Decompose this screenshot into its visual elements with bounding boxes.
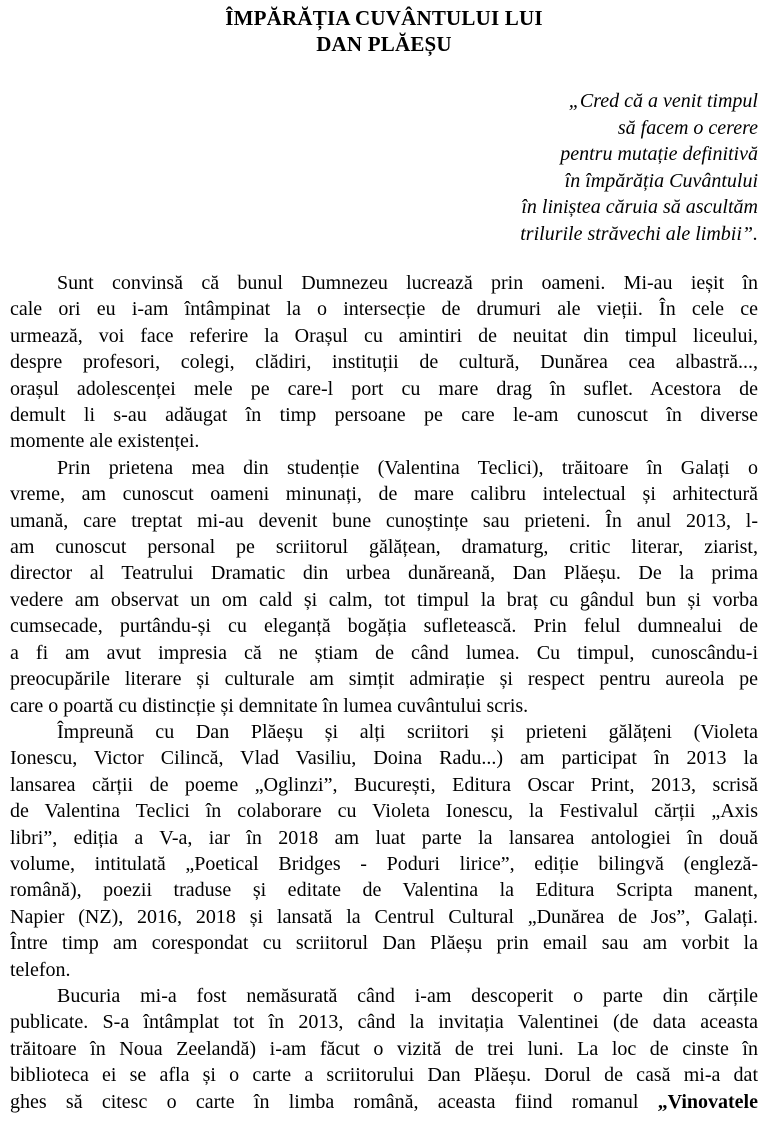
motto-line: în împărăția Cuvântului (564, 169, 758, 192)
paragraph-line-text: ghes să citesc o carte în limba română, aceasta fiind romanul (10, 1090, 658, 1113)
title-line: DAN PLĂEȘU (316, 32, 452, 56)
paragraph (10, 983, 758, 1115)
book-title: „Vinovatele (657, 1090, 758, 1113)
paragraph-line: demult li s-au adăugat în timp persoane pe care le-am cunoscut în diverse (10, 404, 758, 427)
motto-quote (10, 88, 758, 247)
paragraph (10, 270, 758, 455)
article-body (10, 270, 758, 1115)
title-line: ÎMPĂRĂȚIA CUVÂNTULUI LUI (225, 6, 543, 30)
motto-line: trilurile străvechi ale limbii”. (520, 222, 758, 245)
paragraph-line: cale ori eu i-am întâmpinat la o intersecție de drumuri ale vieții. În cele ce (10, 298, 758, 321)
paragraph-line: Bucuria mi-a fost nemăsurată când i-am descoperit o parte din cărțile (57, 984, 758, 1007)
motto-line: pentru mutație definitivă (560, 143, 758, 165)
motto-line: în liniștea căruia să ascultăm (521, 196, 758, 218)
paragraph-line: biblioteca ei se afla și o carte a scriitorului Dan Plăeșu. Dorul de casă mi-a dat (10, 1064, 758, 1087)
paragraph-line: momente ale existenței. (10, 430, 200, 453)
paragraph-line: umană, care treptat mi-au devenit bune cunoștințe sau prieteni. În anul 2013, l- (10, 509, 758, 532)
paragraph-line: română), poezii traduse și editate de Valentina la Editura Scripta manent, (10, 879, 758, 902)
paragraph-line: Sunt convinsă că bunul Dumnezeu lucrează prin oameni. Mi-au ieșit în (57, 272, 758, 294)
paragraph-line: cumsecade, purtându-și cu eleganță bogăția sufletească. Prin felul dumnealui de (10, 615, 758, 638)
paragraph-line: Prin prietena mea din studenție (Valentina Teclici), trăitoare în Galați o (57, 456, 758, 479)
article-title (10, 5, 758, 57)
paragraph-line: despre profesori, colegi, clădiri, instituții de cultură, Dunărea cea albastră..., (10, 351, 758, 374)
paragraph-line: telefon. (10, 958, 71, 981)
document-page (10, 0, 758, 1115)
paragraph (10, 455, 758, 719)
paragraph-line: urmează, voi face referire la Orașul cu amintiri de neuitat din timpul liceului, (10, 324, 758, 347)
paragraph-line: a fi am avut impresia că ne știam de când lumea. Cu timpul, cunoscându-i (10, 641, 758, 664)
paragraph-line: director al Teatrului Dramatic din urbea dunăreană, Dan Plăeșu. De la prima (10, 562, 758, 585)
paragraph-line: care o poartă cu distincție și demnitate în lumea cuvântului scris. (10, 694, 529, 717)
paragraph-line: publicate. S-a întâmplat tot în 2013, când la invitația Valentinei (de data aceasta (10, 1011, 758, 1034)
paragraph-line: Ionescu, Victor Cilincă, Vlad Vasiliu, Doina Radu...) am participat în 2013 la (10, 747, 758, 770)
paragraph-line-with-book-title (10, 1089, 758, 1115)
paragraph (10, 719, 758, 983)
paragraph-line: am cunoscut personal pe scriitorul gălățean, dramaturg, critic literar, ziarist, (10, 536, 758, 559)
paragraph-line: Napier (NZ), 2016, 2018 și lansată la Centrul Cultural „Dunărea de Jos”, Galați. (10, 905, 758, 928)
paragraph-line: vreme, am cunoscut oameni minunați, de mare calibru intelectual și arhitectură (10, 483, 758, 506)
paragraph-line: vedere am observat un om cald și calm, tot timpul la braț cu gândul bun și vorba (10, 588, 758, 611)
paragraph-line: preocupările literare și culturale am simțit admirație și respect pentru aureola pe (10, 668, 758, 691)
motto-line: să facem o cerere (617, 116, 758, 139)
motto-line: „Cred că a venit timpul (568, 90, 758, 112)
paragraph-line: volume, intitulată „Poetical Bridges - Poduri lirice”, ediție bilingvă (engleză- (10, 852, 758, 875)
paragraph-line: trăitoare în Noua Zeelandă) i-am făcut o vizită de trei luni. La loc de cinste în (10, 1037, 758, 1060)
paragraph-line: Între timp am corespondat cu scriitorul Dan Plăeșu prin email sau am vorbit la (10, 932, 758, 955)
paragraph-line: orașul adolescenței mele pe care-l port cu mare drag în suflet. Acestora de (10, 377, 758, 400)
paragraph-line: lansarea cărții de poeme „Oglinzi”, București, Editura Oscar Print, 2013, scrisă (10, 773, 758, 796)
paragraph-line: libri”, ediția a V-a, iar în 2018 am luat parte la lansarea antologiei în două (10, 826, 758, 849)
paragraph-line: Împreună cu Dan Plăeșu și alți scriitori și prieteni gălățeni (Violeta (57, 720, 758, 743)
paragraph-line: de Valentina Teclici în colaborare cu Violeta Ionescu, la Festivalul cărții „Axis (10, 800, 758, 823)
